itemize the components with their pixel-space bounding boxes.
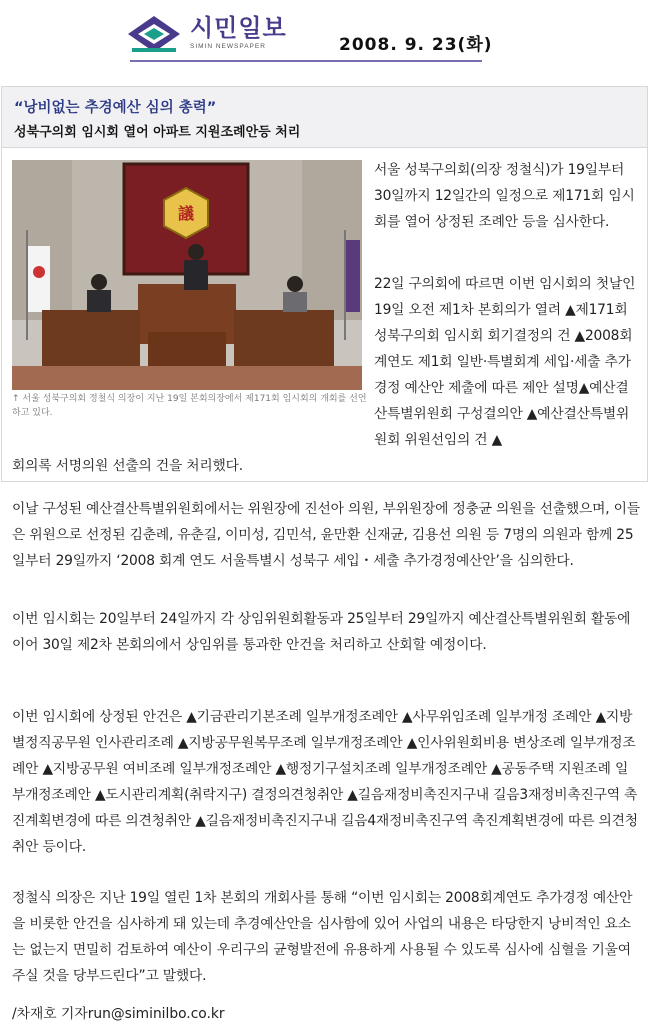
article-paragraph-bills: 이번 임시회에 상정된 안건은 ▲기금관리기본조례 일부개정조례안 ▲사무위임조례 일부개정 조례안 ▲지방별정직공무원 인사관리조례 ▲지방공무원복무조례 일부개정조례안 ▲인사위원회비용 변상조례 일부개정조례안 ▲지방공무원 여비조례 일부개정조례안 ▲행정기구설치조례 일부개정조례안 ▲공동주택 지원조례 일부개정조례안 ▲도시관리계획(취락지구) 결정의견청취안 ▲길음재정비촉진지구내 길음3재정비촉진구역 촉진계획변경에 따른 의견청취안 ▲길음재정비촉진지구내 길음4재정비촉진구역 촉진계획변경에 따른 의견청취안 등이다.: [12, 709, 638, 855]
newspaper-subtitle: SIMIN NEWSPAPER: [190, 43, 266, 50]
article-paragraph-agenda: 22일 구의회에 따르면 이번 임시회의 첫날인 19일 오전 제1차 본회의가 열려 ▲제171회 성북구의회 임시회 회기결정의 건 ▲2008회계연도 제1회 일반·특별회계 세입·세출 추가경정 예산안 제출에 따른 제안 설명▲예산결산특별위원회 구성결의안 ▲예산결산특별위원회 위원선임의 건 ▲: [374, 276, 636, 448]
article-paragraph-schedule: 이번 임시회는 20일부터 24일까지 각 상임위원회활동과 25일부터 29일까지 예산결산특별위원회 활동에 이어 30일 제2차 본회의에서 상임위를 통과한 안건을 처리하고 산회할 예정이다.: [12, 611, 631, 653]
photo-caption: ↑ 서울 성북구의회 정철식 의장이 지난 19일 본회의장에서 제171회 임시회의 개회를 선언하고 있다.: [12, 394, 367, 418]
article-paragraph-budget-committee: 이날 구성된 예산결산특별위원회에서는 위원장에 진선아 의원, 부위원장에 정충균 의원을 선출했으며, 이들은 위원으로 선정된 김춘례, 유춘길, 이미성, 김민석, 윤만환 신재균, 김용선 의원 등 7명의 의원과 함께 25일부터 29일까지 ‘2008 회계 연도 서울특별시 성북구 세입・세출 추가경정예산안’을 심의한다.: [12, 501, 640, 569]
council-session-photo: [12, 160, 362, 390]
reporter-name: /차재호 기자: [12, 1006, 88, 1022]
article-paragraph-speaker-quote: 정철식 의장은 지난 19일 열린 1차 본회의 개회사를 통해 “이번 임시회는 2008회계연도 추가경정 예산안을 비롯한 안건을 심사하게 돼 있는데 추경예산안을 심사함에 있어 사업의 내용은 타당한지 낭비적인 요소는 없는지 면밀히 검토하여 예산이 우리구의 균형발전에 유용하게 사용될 수 있도록 심사에 심혈을 기울여 주실 것을 당부드린다”고 말했다.: [12, 890, 633, 984]
reporter-email[interactable]: run@siminilbo.co.kr: [87, 1006, 225, 1022]
reporter-byline: [12, 1001, 225, 1027]
article-paragraph-agenda-end: 회의록 서명의원 선출의 건을 처리했다.: [12, 458, 243, 474]
newspaper-name: 시민일보: [190, 14, 287, 42]
headline-block: [1, 86, 648, 148]
article-paragraph-intro: 서울 성북구의회(의장 정철식)가 19일부터 30일까지 12일간의 일정으로 제171회 임시회를 열어 상정된 조례안 등을 심사한다.: [374, 162, 635, 230]
newspaper-logo-icon: [126, 14, 182, 56]
council-chamber-illustration: [12, 160, 362, 390]
article-headline: “낭비없는 추경예산 심의 총력”: [14, 100, 217, 116]
article-subhead: 성북구의회 임시회 열어 아파트 지원조례안등 처리: [14, 125, 301, 140]
masthead: [0, 0, 649, 70]
emblem-character: 議: [177, 204, 195, 223]
issue-date: 2008. 9. 23(화): [339, 35, 493, 55]
masthead-divider: [130, 60, 482, 62]
